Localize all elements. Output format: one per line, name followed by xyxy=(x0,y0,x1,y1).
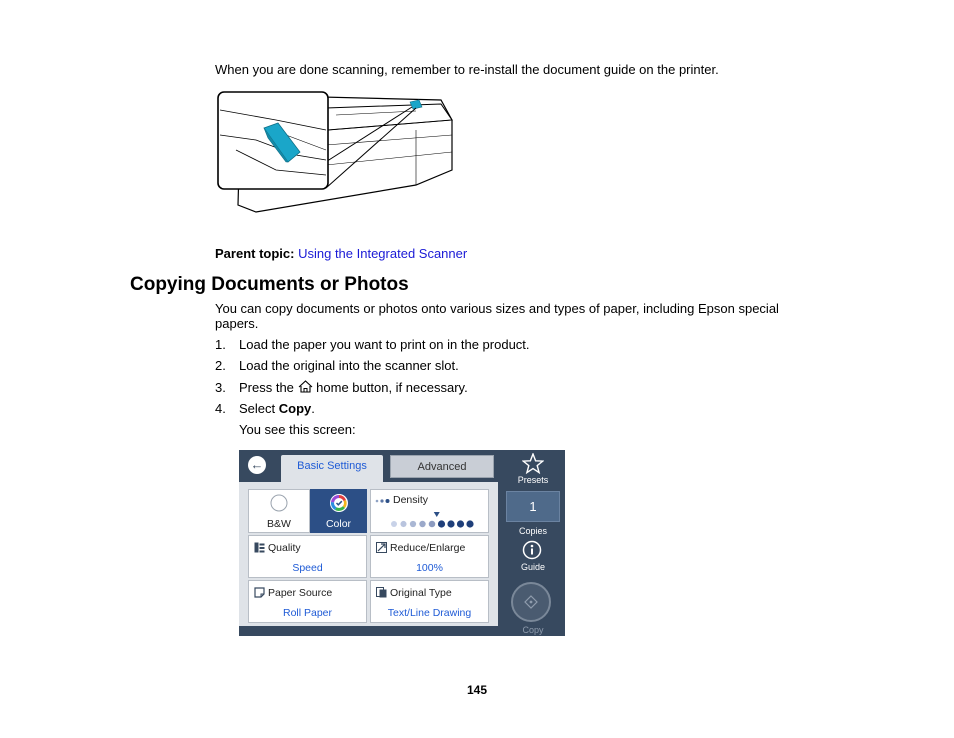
step-text-after: home button, if necessary. xyxy=(316,380,468,395)
color-button[interactable] xyxy=(310,489,367,533)
reduce-enlarge-label: Reduce/Enlarge xyxy=(390,542,466,554)
step-number: 3. xyxy=(215,380,226,395)
paper-source-value: Roll Paper xyxy=(282,607,333,619)
page-number: 145 xyxy=(467,683,488,697)
paper-source-setting[interactable] xyxy=(248,580,367,623)
density-marker xyxy=(434,512,440,517)
step-2 xyxy=(215,358,815,374)
step-text xyxy=(239,380,468,396)
bw-circle-icon xyxy=(270,494,288,512)
original-type-value: Text/Line Drawing xyxy=(387,607,472,619)
quality-setting[interactable] xyxy=(248,535,367,578)
paper-source-label: Paper Source xyxy=(268,587,333,599)
bw-button[interactable] xyxy=(248,489,310,533)
step-text-before: Press the xyxy=(239,380,294,395)
section-intro-line-2: papers. xyxy=(215,316,259,331)
quality-label: Quality xyxy=(268,542,301,554)
copy-screen-topbar xyxy=(239,450,498,482)
step-text: Load the paper you want to print on in the product. xyxy=(239,337,530,352)
tab-advanced[interactable]: Advanced xyxy=(390,455,494,478)
reduce-enlarge-icon xyxy=(376,542,387,553)
copy-screen-bottom-bar xyxy=(239,626,498,636)
start-diamond-icon xyxy=(524,595,538,609)
quality-value: Speed xyxy=(292,562,323,574)
copy-start-button[interactable] xyxy=(511,582,551,622)
tab-basic-settings[interactable]: Basic Settings xyxy=(281,455,383,482)
copy-screen xyxy=(239,450,565,636)
density-dot xyxy=(400,521,406,527)
step-text-after: . xyxy=(311,401,315,416)
section-heading: Copying Documents or Photos xyxy=(130,274,409,295)
printer-document-guide-figure xyxy=(216,90,456,215)
step-4 xyxy=(215,401,815,417)
density-dot xyxy=(438,520,445,527)
quality-icon xyxy=(254,542,265,553)
density-setting[interactable] xyxy=(370,489,489,533)
original-type-setting[interactable] xyxy=(370,580,489,623)
copies-label: Copies xyxy=(518,526,547,536)
parent-topic-link[interactable]: Using the Integrated Scanner xyxy=(298,246,468,261)
density-label: Density xyxy=(393,494,429,506)
density-scale xyxy=(390,510,474,530)
section-intro-line-1: You can copy documents or photos onto various sizes and types of paper, including Epson special xyxy=(215,301,779,316)
step-text-before: Select xyxy=(239,401,279,416)
step-number: 2. xyxy=(215,358,226,373)
parent-topic-label: Parent topic: xyxy=(215,246,295,261)
density-dot xyxy=(391,521,397,527)
original-type-icon xyxy=(376,587,387,598)
original-type-label: Original Type xyxy=(390,587,452,599)
parent-topic xyxy=(215,246,467,262)
density-dots-icon xyxy=(375,498,391,504)
copy-label: Copy xyxy=(522,625,544,635)
guide-label[interactable]: Guide xyxy=(520,562,546,572)
density-dot xyxy=(466,520,473,527)
step-text xyxy=(239,401,315,417)
density-dot xyxy=(447,520,454,527)
step-number: 4. xyxy=(215,401,226,416)
density-dot xyxy=(419,521,425,527)
step-bold: Copy xyxy=(278,401,312,416)
density-dot xyxy=(429,521,436,528)
reduce-enlarge-value: 100% xyxy=(416,562,443,574)
step-3 xyxy=(215,380,815,396)
copy-screen-main xyxy=(239,450,498,636)
copy-side-panel xyxy=(501,450,565,636)
color-label: Color xyxy=(325,518,352,530)
color-wheel-icon xyxy=(329,493,349,513)
paper-source-icon xyxy=(254,587,265,598)
step-1 xyxy=(215,337,815,353)
step-number: 1. xyxy=(215,337,226,352)
info-icon[interactable] xyxy=(522,540,542,560)
star-icon[interactable] xyxy=(522,453,544,474)
density-dot xyxy=(457,520,464,527)
home-icon xyxy=(298,380,313,393)
intro-paragraph: When you are done scanning, remember to re-install the document guide on the printer. xyxy=(215,62,719,77)
bw-label: B&W xyxy=(267,518,291,530)
screen-note: You see this screen: xyxy=(239,422,356,437)
presets-label[interactable]: Presets xyxy=(517,475,549,485)
step-text: Load the original into the scanner slot. xyxy=(239,358,459,373)
back-arrow-icon[interactable]: ← xyxy=(248,456,266,474)
density-dot xyxy=(410,521,416,527)
reduce-enlarge-setting[interactable] xyxy=(370,535,489,578)
copies-value[interactable]: 1 xyxy=(506,491,560,522)
